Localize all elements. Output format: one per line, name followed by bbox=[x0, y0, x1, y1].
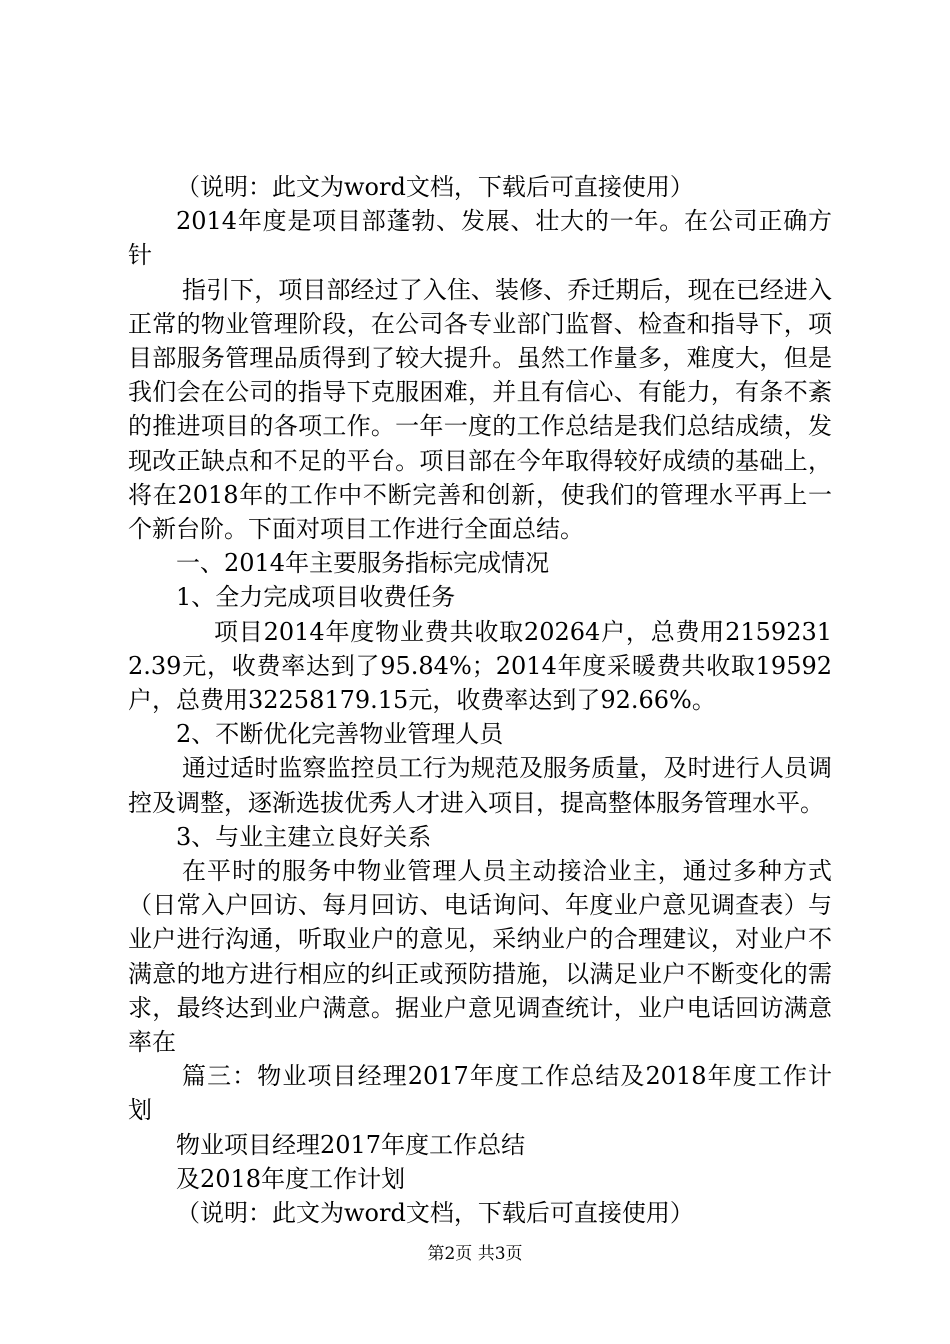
report-title-line-1: 物业项目经理2017年度工作总结 bbox=[176, 1130, 526, 1159]
staff-paragraph: 通过适时监察监控员工行为规范及服务质量，及时进行人员调控及调整，逐渐选拔优秀人才进入项目，提高整体服务管理水平。 bbox=[128, 754, 832, 817]
closing-note-paragraph: （说明：此文为word文档，下载后可直接使用） bbox=[176, 1199, 694, 1228]
note-paragraph: （说明：此文为word文档，下载后可直接使用） bbox=[176, 173, 694, 201]
relations-paragraph: 在平时的服务中物业管理人员主动接洽业主，通过多种方式（日常入户回访、每月回访、电话询问、年度业户意见调查表）与业户进行沟通，听取业户的意见，采纳业户的合理建议，对业户不满意的地方进行相应的纠正或预防措施，以满足业户不断变化的需求，最终达到业户满意。据业户意见调查统计，业户电话回访满意率在 bbox=[128, 857, 832, 1057]
fee-collection-paragraph: 项目2014年度物业费共收取20264户，总费用21592312.39元，收费率达到了95.84%；2014年度采暖费共收取19592户，总费用32258179.15元，收费率达到了92.66%。 bbox=[128, 617, 832, 715]
intro-paragraph: 2014年度是项目部蓬勃、发展、壮大的一年。在公司正确方针 bbox=[128, 207, 832, 270]
subheading-fee-collection: 1、全力完成项目收费任务 bbox=[176, 583, 456, 612]
subheading-staff: 2、不断优化完善物业管理人员 bbox=[176, 720, 504, 749]
document-body bbox=[128, 170, 832, 1230]
page-footer: 第2页 共3页 bbox=[427, 1244, 523, 1264]
section-heading-1: 一、2014年主要服务指标完成情况 bbox=[176, 549, 550, 578]
report-title-line-2: 及2018年度工作计划 bbox=[176, 1164, 406, 1193]
summary-paragraph: 指引下，项目部经过了入住、装修、乔迁期后，现在已经进入正常的物业管理阶段，在公司各专业部门监督、检查和指导下，项目部服务管理品质得到了较大提升。虽然工作量多，难度大，但是我们会在公司的指导下克服困难，并且有信心、有能力，有条不紊的推进项目的各项工作。一年一度的工作总结是我们总结成绩，发现改正缺点和不足的平台。项目部在今年取得较好成绩的基础上，将在2018年的工作中不断完善和创新，使我们的管理水平再上一个新台阶。下面对项目工作进行全面总结。 bbox=[128, 275, 832, 544]
part-three-title: 篇三：物业项目经理2017年度工作总结及2018年度工作计划 bbox=[128, 1062, 832, 1125]
subheading-relations: 3、与业主建立良好关系 bbox=[176, 822, 432, 851]
